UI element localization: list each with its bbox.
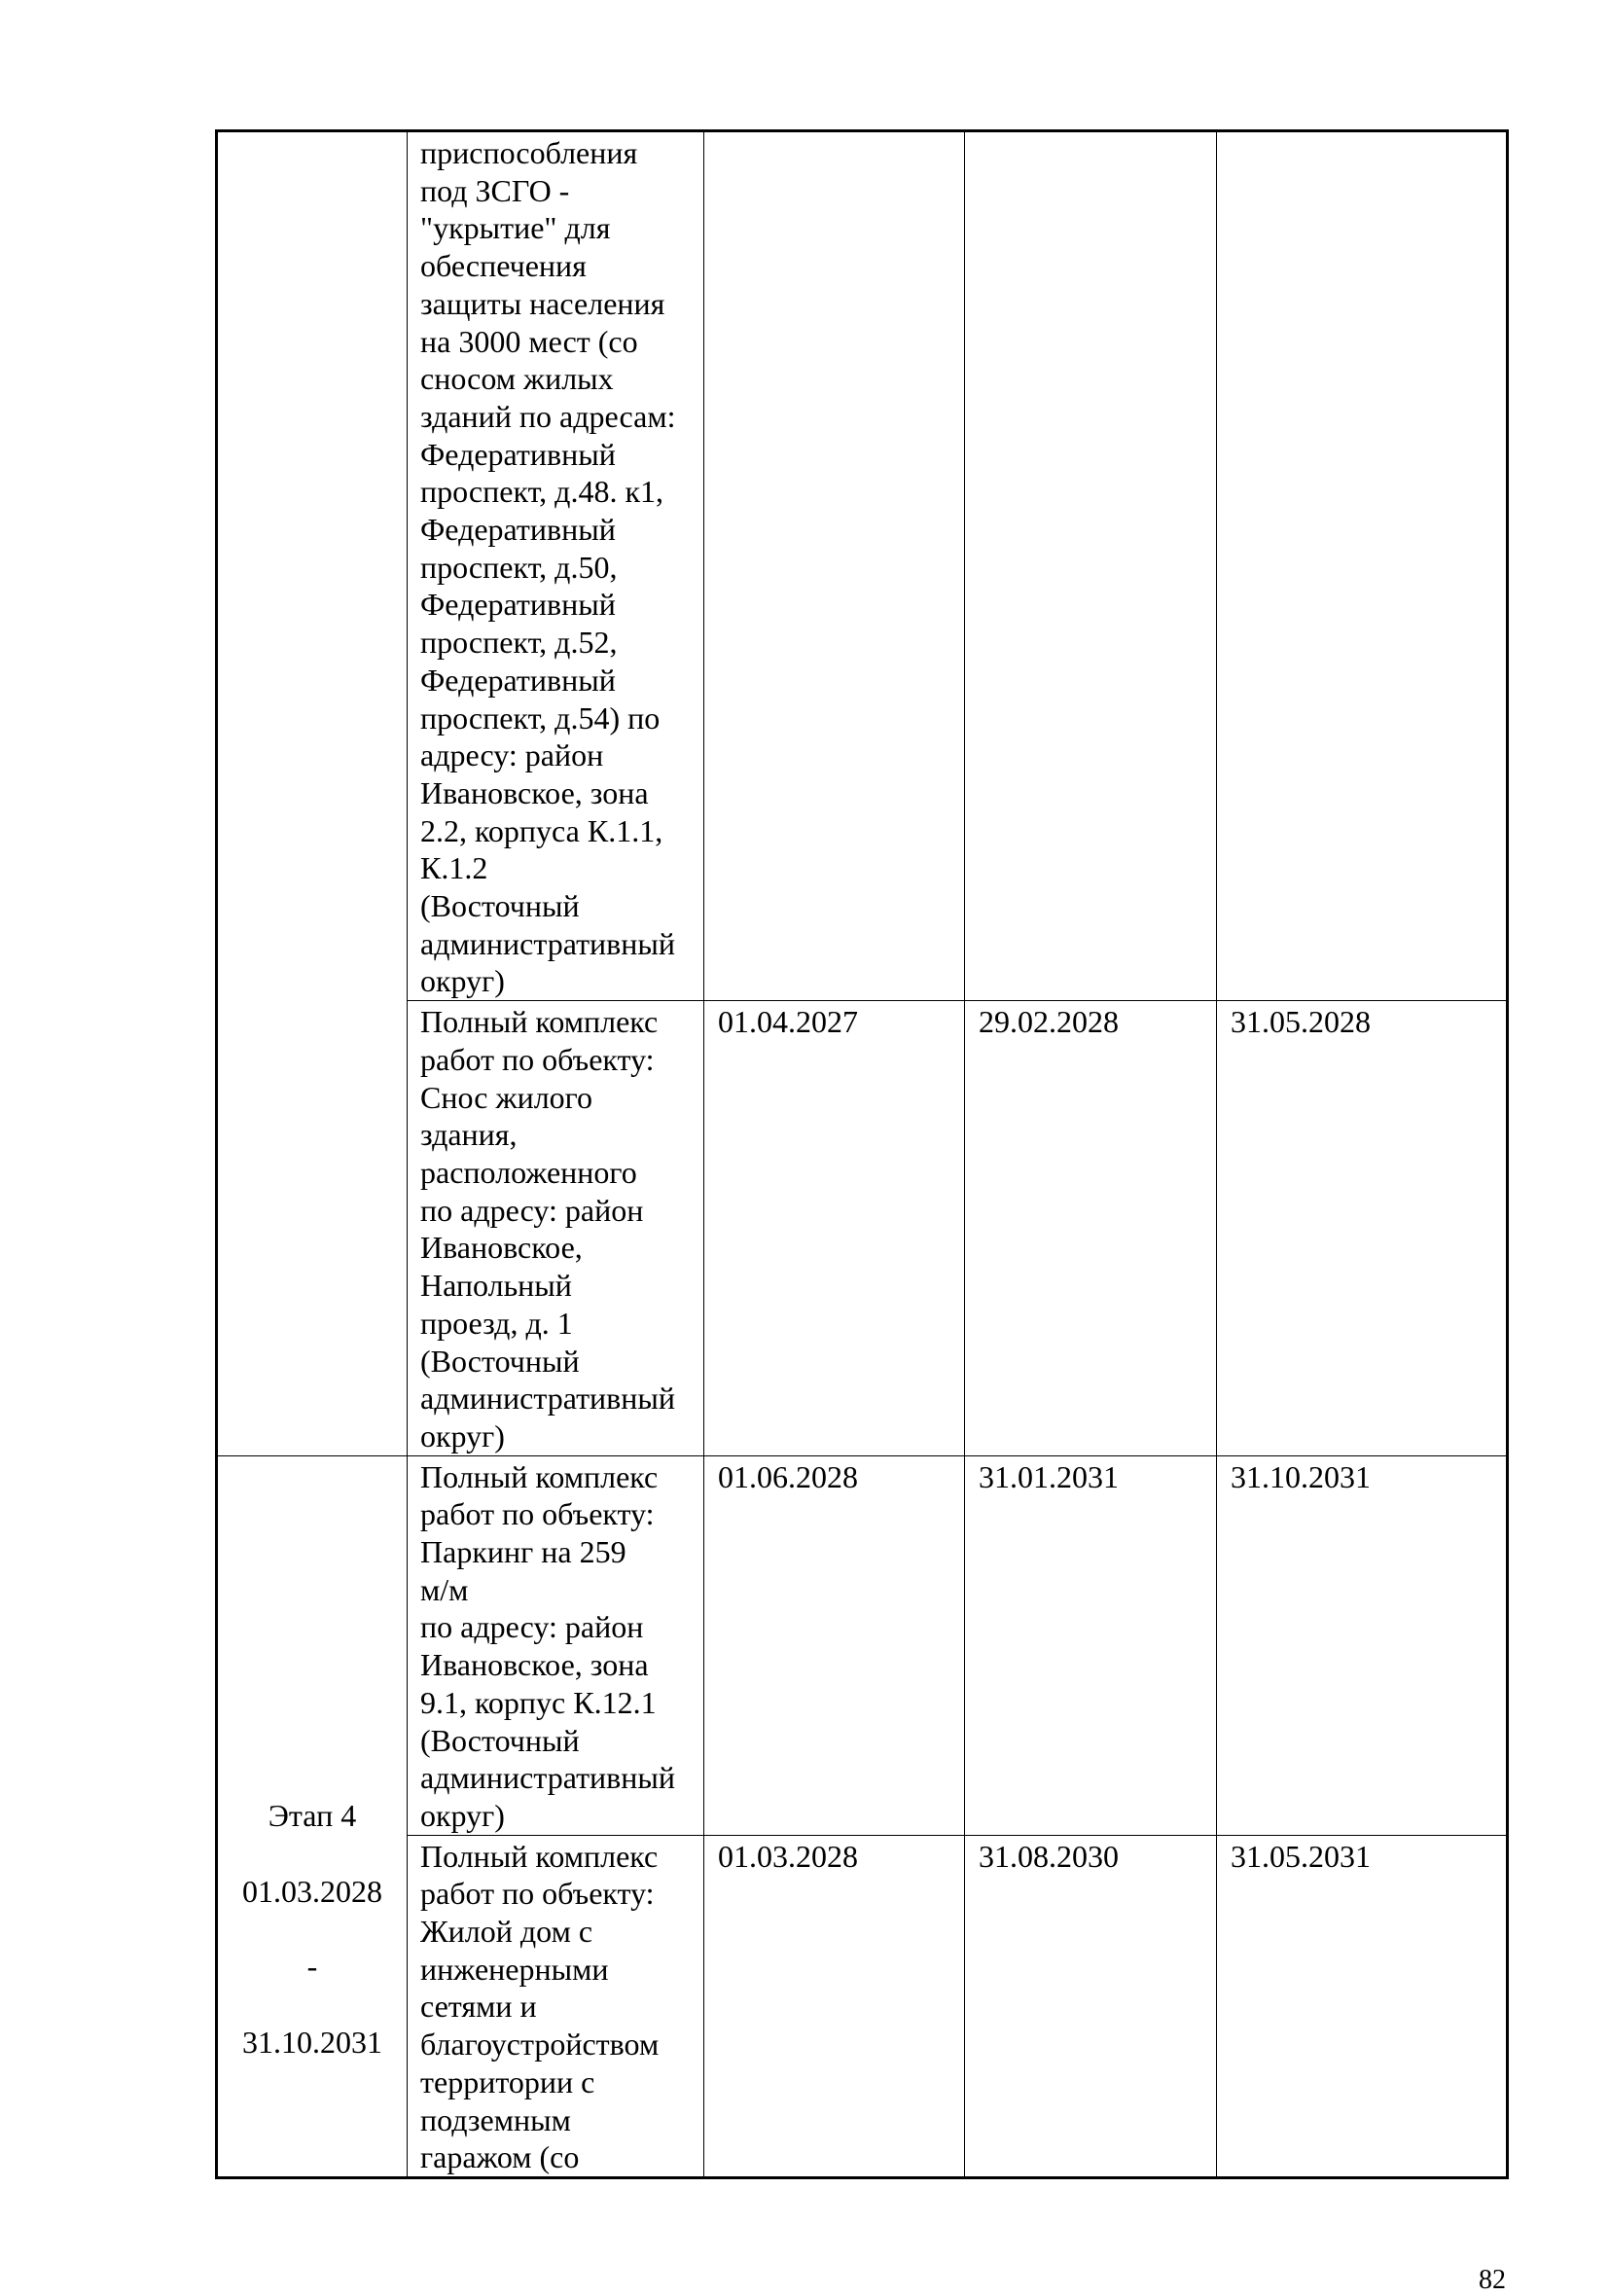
stage-separator: - (306, 1949, 318, 1985)
stage-cell (217, 1455, 408, 2177)
page-number: 82 (1479, 2265, 1506, 2295)
commission-date-cell: 31.05.2031 (1217, 1835, 1508, 2177)
table-row (217, 1001, 1508, 1455)
table-row (217, 1835, 1508, 2177)
start-date-cell: 01.06.2028 (704, 1455, 965, 1835)
table-row (217, 131, 1508, 1001)
object-name-cell: Полный комплекс работ по объекту: Жилой дом с инженерными сетями и благоустройством территории с подземным гаражом (со (408, 1835, 704, 2177)
start-date-cell: 01.04.2027 (704, 1001, 965, 1455)
stage-start-date: 01.03.2028 (242, 1873, 382, 1909)
commission-date-cell (1217, 131, 1508, 1001)
end-date-cell (965, 131, 1217, 1001)
start-date-cell (704, 131, 965, 1001)
end-date-cell: 31.01.2031 (965, 1455, 1217, 1835)
stage-title: Этап 4 (268, 1798, 357, 1834)
object-name-cell: Полный комплекс работ по объекту: Паркинг на 259 м/м по адресу: район Ивановское, зона 9.1, корпус К.12.1 (Восточный административный округ) (408, 1455, 704, 1835)
stage-end-date: 31.10.2031 (242, 2024, 382, 2060)
table-row (217, 1455, 1508, 1835)
start-date-cell: 01.03.2028 (704, 1835, 965, 2177)
stage-cell-empty (217, 131, 408, 1456)
end-date-cell: 29.02.2028 (965, 1001, 1217, 1455)
commission-date-cell: 31.05.2028 (1217, 1001, 1508, 1455)
works-schedule-table (215, 129, 1509, 2179)
commission-date-cell: 31.10.2031 (1217, 1455, 1508, 1835)
object-name-cell: Полный комплекс работ по объекту: Снос жилого здания, расположенного по адресу: район Ивановское, Напольный проезд, д. 1 (Восточный административный округ) (408, 1001, 704, 1455)
object-name-cell: приспособления под ЗСГО - "укрытие" для обеспечения защиты населения на 3000 мест (со сносом жилых зданий по адресам: Федеративный проспект, д.48. к1, Федеративный проспект, д.50, Федеративный проспект, д.52, Федеративный проспект, д.54) по адресу: район Ивановское, зона 2.2, корпуса К.1.1, К.1.2 (Восточный административный округ) (408, 131, 704, 1001)
end-date-cell: 31.08.2030 (965, 1835, 1217, 2177)
